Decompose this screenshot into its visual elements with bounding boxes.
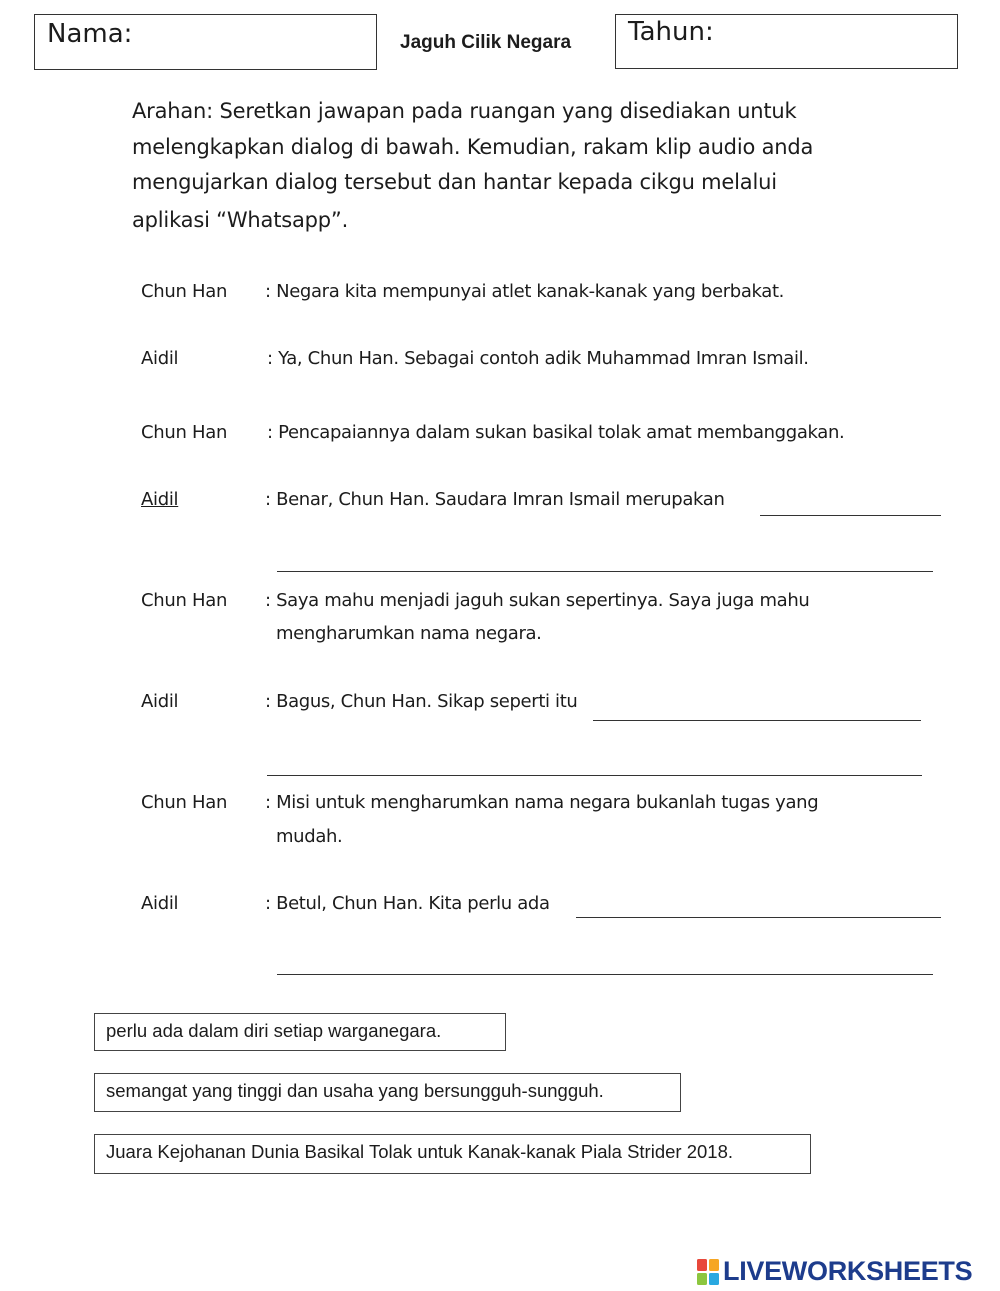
- dialog-text: : Bagus, Chun Han. Sikap seperti itu: [265, 691, 578, 712]
- answer-blank-2-continued[interactable]: [267, 775, 922, 776]
- dialog-text: : Pencapaiannya dalam sukan basikal tolak amat membanggakan.: [267, 422, 845, 443]
- dialog-speaker: Chun Han: [141, 792, 228, 813]
- answer-option[interactable]: semangat yang tinggi dan usaha yang bersungguh-sungguh.: [94, 1073, 681, 1112]
- dialog-speaker: Chun Han: [141, 422, 228, 443]
- dialog-speaker: Chun Han: [141, 590, 228, 611]
- dialog-text: : Misi untuk mengharumkan nama negara bukanlah tugas yang: [265, 792, 819, 813]
- instructions-line: Arahan: Seretkan jawapan pada ruangan yang disediakan untuk: [132, 99, 797, 123]
- answer-option[interactable]: perlu ada dalam diri setiap warganegara.: [94, 1013, 506, 1051]
- answer-blank-2[interactable]: [593, 720, 921, 721]
- year-field[interactable]: [615, 14, 958, 69]
- dialog-text: : Betul, Chun Han. Kita perlu ada: [265, 893, 550, 914]
- page-title: Jaguh Cilik Negara: [400, 32, 572, 53]
- name-label: Nama:: [47, 19, 133, 49]
- dialog-speaker: Aidil: [141, 691, 179, 712]
- dialog-text: : Negara kita mempunyai atlet kanak-kanak yang berbakat.: [265, 281, 785, 302]
- year-label: Tahun:: [628, 17, 714, 47]
- answer-blank-1[interactable]: [760, 515, 941, 516]
- instructions: [132, 94, 892, 238]
- liveworksheets-logo-icon: [697, 1259, 719, 1285]
- name-field[interactable]: [34, 14, 377, 70]
- logo-text: LIVEWORKSHEETS: [723, 1256, 973, 1286]
- dialog-text-continued: mengharumkan nama negara.: [276, 623, 542, 644]
- answer-option[interactable]: Juara Kejohanan Dunia Basikal Tolak untuk Kanak-kanak Piala Strider 2018.: [94, 1134, 811, 1174]
- dialog-text: : Saya mahu menjadi jaguh sukan sepertinya. Saya juga mahu: [265, 590, 810, 611]
- dialog-text: : Benar, Chun Han. Saudara Imran Ismail merupakan: [265, 489, 725, 510]
- liveworksheets-logo[interactable]: [697, 1256, 972, 1287]
- answer-blank-1-continued[interactable]: [277, 571, 933, 572]
- instructions-line: mengujarkan dialog tersebut dan hantar kepada cikgu melalui: [132, 170, 777, 194]
- instructions-line: aplikasi “Whatsapp”.: [132, 207, 349, 232]
- answer-blank-3-continued[interactable]: [277, 974, 933, 975]
- dialog-speaker: Aidil: [141, 893, 179, 914]
- dialog-speaker: Aidil: [141, 489, 179, 510]
- instructions-line: melengkapkan dialog di bawah. Kemudian, rakam klip audio anda: [132, 134, 814, 159]
- dialog-text: : Ya, Chun Han. Sebagai contoh adik Muhammad Imran Ismail.: [267, 348, 809, 369]
- answer-blank-3[interactable]: [576, 917, 941, 918]
- dialog-text-continued: mudah.: [276, 826, 343, 847]
- dialog-speaker: Chun Han: [141, 281, 228, 302]
- dialog-speaker: Aidil: [141, 348, 179, 369]
